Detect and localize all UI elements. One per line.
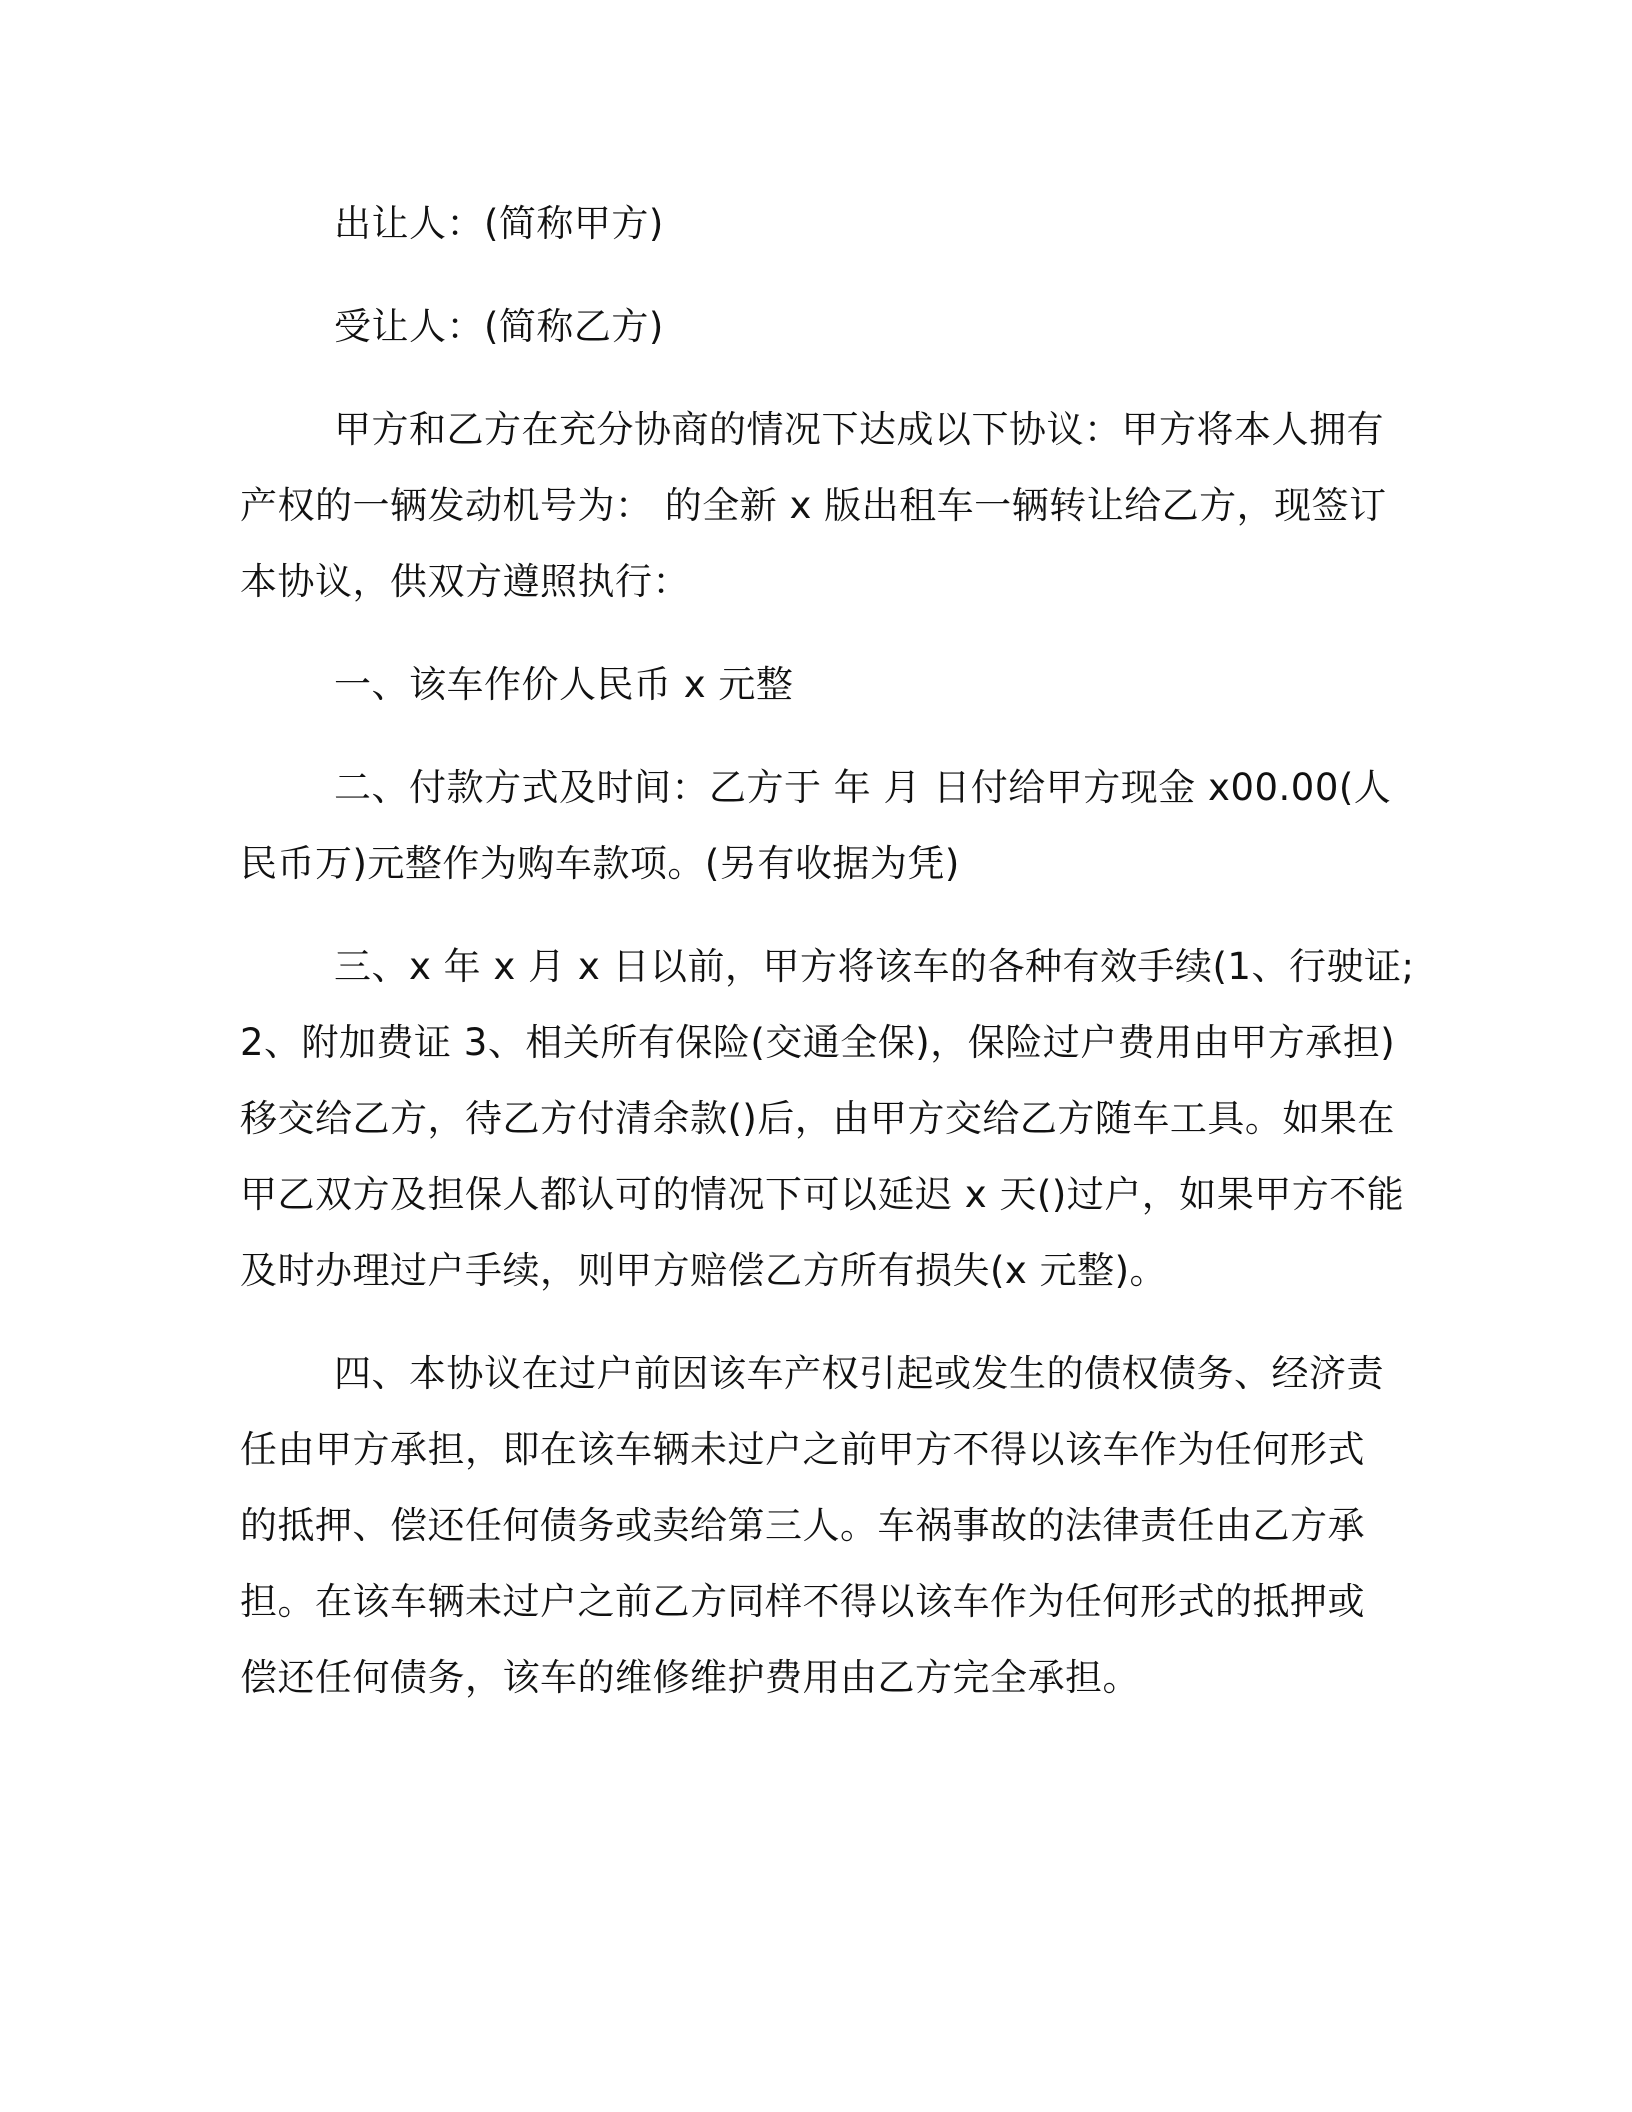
clause-3-paragraph (240, 929, 1415, 1309)
clause-4-paragraph (240, 1336, 1384, 1716)
paragraph-line: 担。在该车辆未过户之前乙方同样不得以该车作为任何形式的抵押或 (240, 1580, 1365, 1623)
paragraph-line: 甲方和乙方在充分协商的情况下达成以下协议：甲方将本人拥有 (334, 408, 1384, 451)
paragraph-line: 甲乙双方及担保人都认可的情况下可以延迟 x 天()过户，如果甲方不能 (240, 1173, 1405, 1216)
transferor-line: 出让人：(简称甲方) (334, 202, 664, 245)
paragraph-line: 移交给乙方，待乙方付清余款()后，由甲方交给乙方随车工具。如果在 (240, 1097, 1395, 1140)
paragraph-line: 的抵押、偿还任何债务或卖给第三人。车祸事故的法律责任由乙方承 (240, 1504, 1365, 1547)
paragraph-line: 本协议，供双方遵照执行： (240, 560, 690, 603)
paragraph-line: 2、附加费证 3、相关所有保险(交通全保)，保险过户费用由甲方承担) (240, 1021, 1396, 1064)
intro-paragraph (240, 392, 1387, 620)
clause-1-paragraph (240, 647, 1380, 723)
paragraph-line: 民币万)元整作为购车款项。(另有收据为凭) (240, 842, 960, 885)
paragraph-line: 及时办理过户手续，则甲方赔偿乙方所有损失(x 元整)。 (240, 1249, 1168, 1292)
paragraph-line: 偿还任何债务，该车的维修维护费用由乙方完全承担。 (240, 1656, 1140, 1699)
transferee-line: 受让人：(简称乙方) (334, 305, 664, 348)
paragraph-line: 产权的一辆发动机号为： 的全新 x 版出租车一辆转让给乙方，现签订 (240, 484, 1387, 527)
document-body (240, 186, 1415, 1716)
paragraph-line: 四、本协议在过户前因该车产权引起或发生的债权债务、经济责 (334, 1352, 1384, 1395)
paragraph-line: 任由甲方承担，即在该车辆未过户之前甲方不得以该车作为任何形式 (240, 1428, 1365, 1471)
clause-2-paragraph (240, 750, 1392, 902)
paragraph-line: 二、付款方式及时间：乙方于 年 月 日付给甲方现金 x00.00(人 (334, 766, 1392, 809)
paragraph-line: 一、该车作价人民币 x 元整 (334, 663, 794, 706)
paragraph-line: 三、x 年 x 月 x 日以前，甲方将该车的各种有效手续(1、行驶证; (334, 945, 1415, 988)
